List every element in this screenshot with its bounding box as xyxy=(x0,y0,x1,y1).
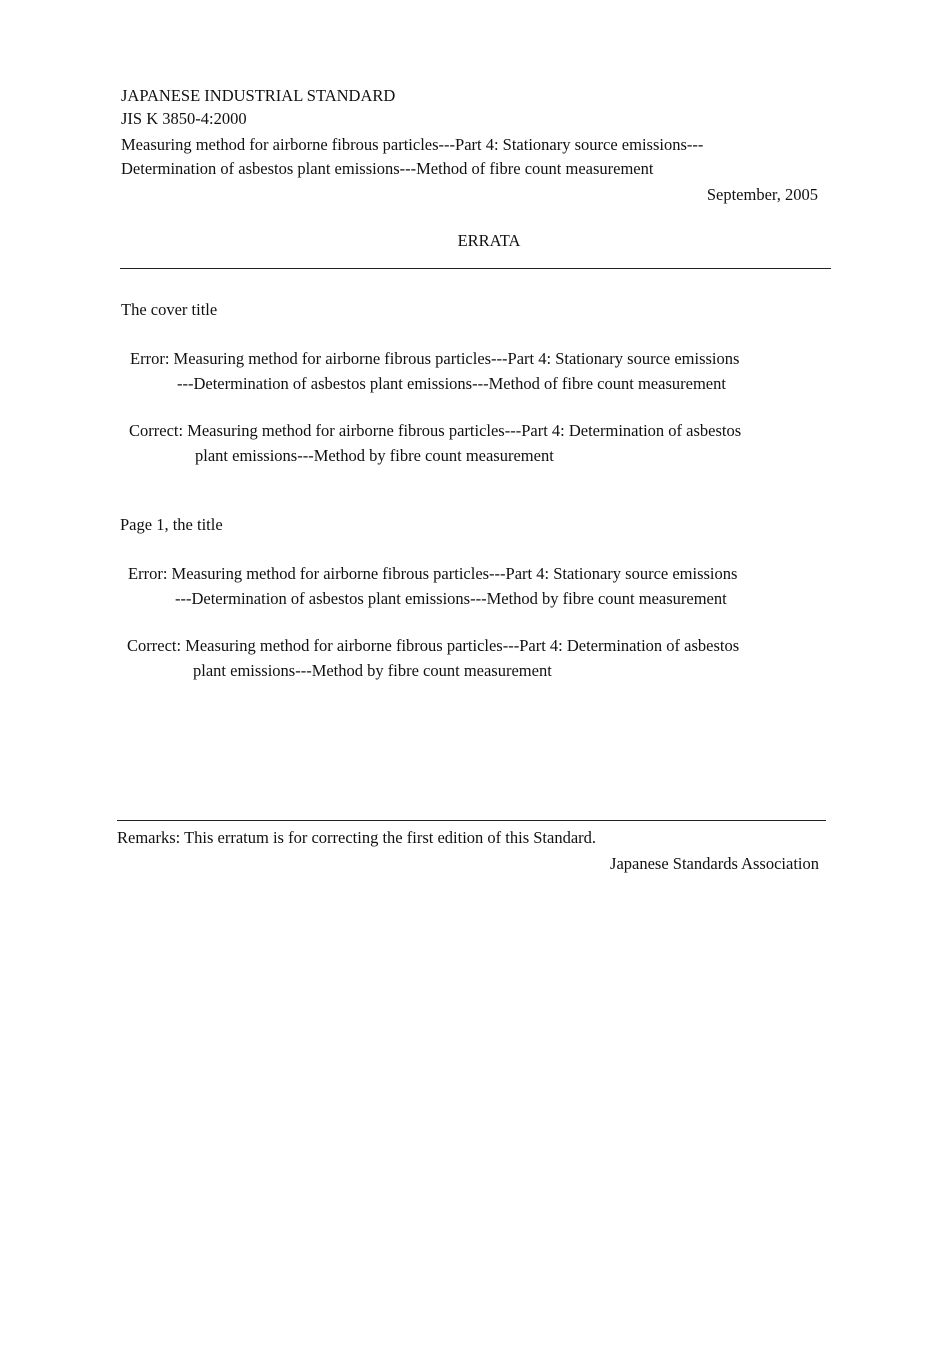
correct-text-line-1: Measuring method for airborne fibrous particles---Part 4: Determination of asbestos xyxy=(185,636,740,655)
correct-text-line-1: Measuring method for airborne fibrous particles---Part 4: Determination of asbestos xyxy=(187,421,742,440)
error-text-line-2: ---Determination of asbestos plant emissions---Method by fibre count measurement xyxy=(175,589,727,608)
error-entry-page1 xyxy=(128,562,737,585)
title-line-2: Determination of asbestos plant emissions---Method of fibre count measurement xyxy=(121,159,654,178)
publisher: Japanese Standards Association xyxy=(610,854,819,873)
footer-divider xyxy=(117,820,826,821)
heading-divider xyxy=(120,268,831,269)
error-label: Error: xyxy=(130,349,170,368)
error-text-line-1: Measuring method for airborne fibrous particles---Part 4: Stationary source emissions xyxy=(173,349,740,368)
publication-date: September, 2005 xyxy=(706,185,818,204)
standard-type: JAPANESE INDUSTRIAL STANDARD xyxy=(121,86,396,105)
correct-text-line-2: plant emissions---Method by fibre count measurement xyxy=(193,661,552,680)
error-text-line-2: ---Determination of asbestos plant emissions---Method of fibre count measurement xyxy=(177,374,726,393)
remarks-text: This erratum is for correcting the first edition of this Standard. xyxy=(184,828,597,847)
remarks xyxy=(117,826,596,849)
section-heading-cover: The cover title xyxy=(121,300,218,319)
title-line-1: Measuring method for airborne fibrous particles---Part 4: Stationary source emissions--- xyxy=(121,135,704,154)
section-heading-page1: Page 1, the title xyxy=(120,515,223,534)
correct-text-line-2: plant emissions---Method by fibre count measurement xyxy=(195,446,554,465)
correct-entry-page1 xyxy=(127,634,739,657)
standard-number: JIS K 3850-4:2000 xyxy=(121,109,247,128)
correct-label: Correct: xyxy=(127,636,182,655)
error-entry-cover xyxy=(130,347,739,370)
error-text-line-1: Measuring method for airborne fibrous particles---Part 4: Stationary source emissions xyxy=(171,564,738,583)
correct-label: Correct: xyxy=(129,421,184,440)
remarks-label: Remarks: xyxy=(117,828,181,847)
correct-entry-cover xyxy=(129,419,741,442)
error-label: Error: xyxy=(128,564,168,583)
errata-heading: ERRATA xyxy=(457,231,521,250)
